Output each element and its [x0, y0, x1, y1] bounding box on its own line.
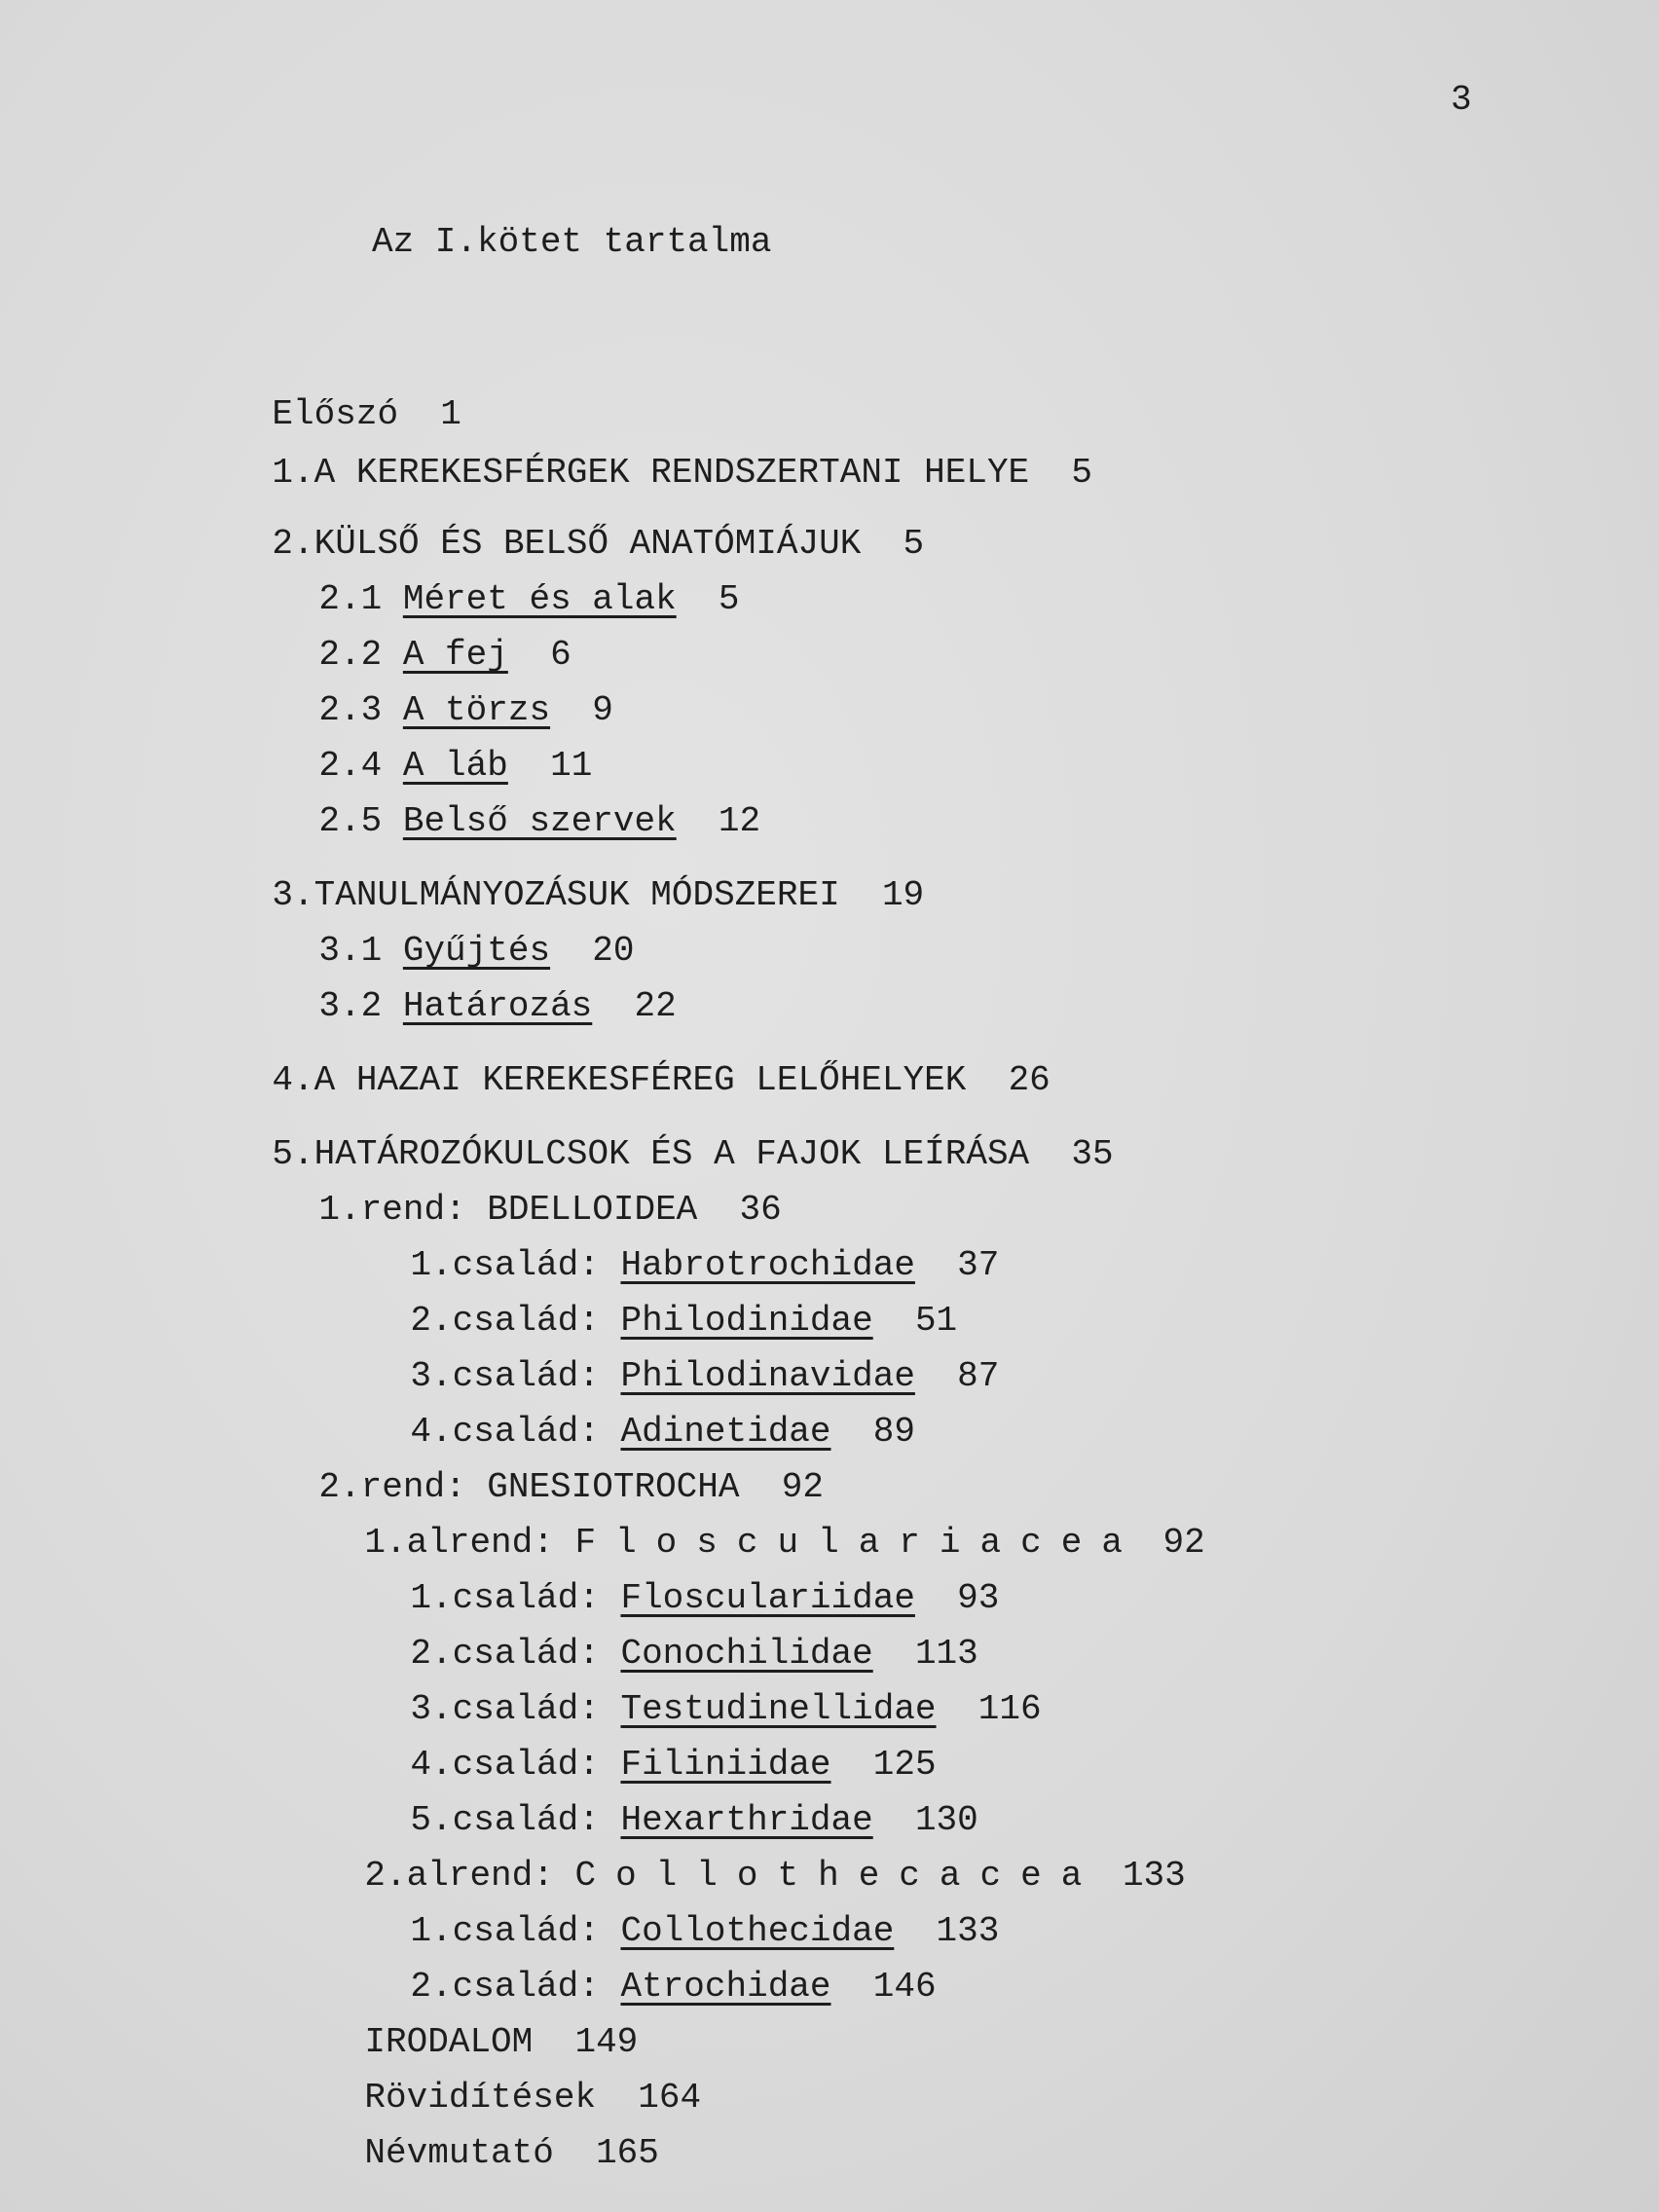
toc-entry-page: 37 [957, 1245, 1000, 1285]
toc-entry-title: A fej [402, 635, 508, 675]
toc-entry-number: 2.család: [410, 1301, 600, 1341]
toc-entry-title: Belső szervek [402, 801, 677, 841]
toc-entry-page: 116 [977, 1689, 1042, 1729]
toc-entry-page: 146 [872, 1967, 937, 2007]
toc-entry-title: Philodinavidae [620, 1356, 915, 1396]
toc-entry-label: 1.rend: BDELLOIDEA [318, 1190, 698, 1230]
toc-entry-title: Határozás [402, 986, 593, 1026]
toc-entry-title: Flosculariacea [574, 1523, 1142, 1563]
toc-entry-label: Névmutató [364, 2133, 554, 2173]
toc-entry-page: 92 [781, 1467, 824, 1507]
toc-entry-label: 2.rend: GNESIOTROCHA [318, 1467, 740, 1507]
toc-entry-page: 164 [638, 2078, 702, 2118]
page-number: 3 [1451, 80, 1472, 120]
toc-entry-page: 5 [1071, 453, 1092, 493]
toc-entry-label: 3.TANULMÁNYOZÁSUK MÓDSZEREI [272, 875, 840, 915]
page-title: Az I.kötet tartalma [372, 222, 772, 262]
toc-entry [280, 2101, 659, 2206]
toc-entry-page: 5 [718, 579, 740, 619]
toc-entry-number: 2.4 [318, 746, 383, 786]
toc-entry-number: 1.család: [410, 1578, 600, 1618]
toc-entry-number: 2.alrend: [364, 1856, 554, 1896]
toc-entry-page: 12 [718, 801, 761, 841]
toc-entry-label: 5.HATÁROZÓKULCSOK ÉS A FAJOK LEÍRÁSA [272, 1134, 1030, 1174]
toc-entry-label: Előszó [272, 394, 399, 434]
toc-entry-page: 133 [1122, 1856, 1186, 1896]
toc-entry-page: 165 [596, 2133, 659, 2173]
toc-entry-title: Adinetidae [620, 1412, 831, 1452]
toc-entry-page: 11 [550, 746, 593, 786]
toc-entry-page: 89 [872, 1412, 915, 1452]
toc-entry-label: 4.A HAZAI KEREKESFÉREG LELŐHELYEK [272, 1060, 967, 1100]
toc-entry-number: 4.család: [410, 1412, 600, 1452]
toc-entry-title: Philodinidae [620, 1301, 873, 1341]
toc-entry-page: 113 [914, 1634, 978, 1674]
toc-entry-title: Méret és alak [402, 579, 677, 619]
toc-entry-number: 3.család: [410, 1689, 600, 1729]
toc-entry-title: Flosculariidae [620, 1578, 915, 1618]
toc-entry-number: 4.család: [410, 1745, 600, 1785]
toc-entry-title: A láb [402, 746, 508, 786]
toc-entry-number: 3.család: [410, 1356, 600, 1396]
toc-entry-title: Testudinellidae [620, 1689, 937, 1729]
toc-entry-page: 130 [914, 1800, 978, 1840]
toc-entry-number: 1.család: [410, 1245, 600, 1285]
toc-entry-page: 133 [936, 1911, 1000, 1951]
toc-entry-number: 2.2 [318, 635, 383, 675]
toc-entry-title: Filiniidae [620, 1745, 831, 1785]
toc-entry-page: 35 [1071, 1134, 1114, 1174]
toc-entry-page: 149 [574, 2022, 639, 2062]
toc-entry-label: 2.KÜLSŐ ÉS BELSŐ ANATÓMIÁJUK [272, 524, 862, 564]
toc-entry-label: 1.A KEREKESFÉRGEK RENDSZERTANI HELYE [272, 453, 1030, 493]
toc-entry-page: 20 [592, 931, 635, 971]
toc-entry-label: IRODALOM [364, 2022, 534, 2062]
toc-entry-title: Atrochidae [620, 1967, 831, 2007]
toc-entry-number: 5.család: [410, 1800, 600, 1840]
toc-entry-page: 1 [440, 394, 461, 434]
toc-entry-page: 5 [903, 524, 925, 564]
toc-entry-page: 125 [872, 1745, 937, 1785]
toc-entry-number: 2.3 [318, 690, 383, 730]
toc-entry-label: Rövidítések [364, 2078, 597, 2118]
toc-entry-page: 22 [634, 986, 677, 1026]
toc-entry-title: Conochilidae [620, 1634, 873, 1674]
toc-entry-page: 36 [739, 1190, 782, 1230]
toc-entry-number: 2.5 [318, 801, 383, 841]
toc-entry-page: 92 [1162, 1523, 1205, 1563]
toc-entry-page: 19 [881, 875, 925, 915]
toc-entry-number: 2.család: [410, 1634, 600, 1674]
toc-entry-page: 93 [957, 1578, 1000, 1618]
toc-entry-page: 26 [1008, 1060, 1051, 1100]
toc-entry-number: 3.2 [318, 986, 383, 1026]
toc-entry-page: 87 [957, 1356, 1000, 1396]
toc-entry-title: Gyűjtés [402, 931, 551, 971]
toc-entry-number: 2.1 [318, 579, 383, 619]
toc-entry-title: Collothecidae [620, 1911, 895, 1951]
toc-entry-title: Habrotrochidae [620, 1245, 915, 1285]
toc-entry-title: Hexarthridae [620, 1800, 873, 1840]
toc-entry-number: 2.család: [410, 1967, 600, 2007]
toc-entry-page: 6 [550, 635, 571, 675]
toc-entry-number: 1.család: [410, 1911, 600, 1951]
toc-entry-title: Collothecacea [574, 1856, 1102, 1896]
toc-entry-page: 9 [592, 690, 613, 730]
toc-entry-number: 3.1 [318, 931, 383, 971]
toc-entry-title: A törzs [402, 690, 551, 730]
toc-entry-number: 1.alrend: [364, 1523, 554, 1563]
toc-entry-page: 51 [914, 1301, 958, 1341]
